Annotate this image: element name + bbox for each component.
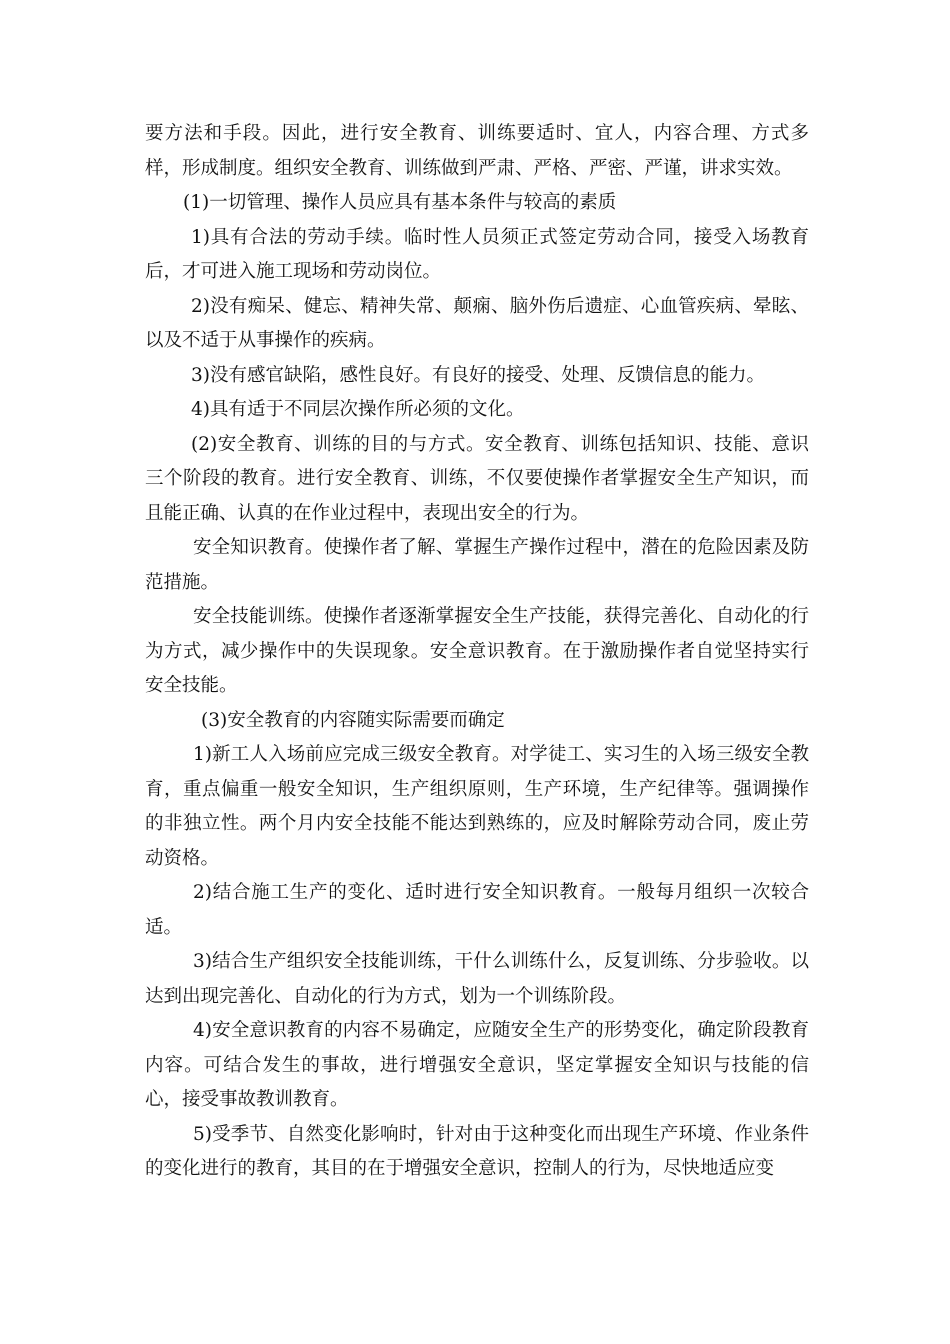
paragraph-item: 3)没有感官缺陷，感性良好。有良好的接受、处理、反馈信息的能力。 (191, 364, 765, 386)
paragraph-item: 3)结合生产组织安全技能训练，干什么训练什么，反复训练、分步验收。以达到出现完善化、自动化的行为方式，划为一个训练阶段。 (145, 951, 809, 1007)
paragraph-heading-1: (1)一切管理、操作人员应具有基本条件与较高的素质 (183, 192, 617, 213)
paragraph-heading-3: (3)安全教育的内容随实际需要而确定 (201, 709, 505, 731)
paragraph-continuation: 要方法和手段。因此，进行安全教育、训练要适时、宜人，内容合理、方式多样，形成制度。组织安全教育、训练做到严肃、严格、严密、严谨，讲求实效。 (145, 123, 809, 179)
paragraph-item: 2)没有痴呆、健忘、精神失常、颠痫、脑外伤后遗症、心血管疾病、晕眩、以及不适于从事操作的疾病。 (145, 295, 809, 351)
paragraph-item: 1)新工人入场前应完成三级安全教育。对学徒工、实习生的入场三级安全教育，重点偏重一般安全知识，生产组织原则，生产环境，生产纪律等。强调操作的非独立性。两个月内安全技能不能达到熟练的，应及时解除劳动合同，废止劳动资格。 (145, 744, 809, 869)
body-text (145, 117, 809, 1187)
paragraph-heading-2: (2)安全教育、训练的目的与方式。安全教育、训练包括知识、技能、意识三个阶段的教育。进行安全教育、训练，不仅要使操作者掌握安全生产知识，而且能正确、认真的在作业过程中，表现出安全的行为。 (145, 433, 809, 524)
paragraph-item: 4)具有适于不同层次操作所必须的文化。 (191, 399, 525, 420)
paragraph-item: 1)具有合法的劳动手续。临时性人员须正式签定劳动合同，接受入场教育后，才可进入施工现场和劳动岗位。 (145, 226, 809, 282)
paragraph-body: 安全技能训练。使操作者逐渐掌握安全生产技能，获得完善化、自动化的行为方式，减少操作中的失误现象。安全意识教育。在于激励操作者自觉坚持实行安全技能。 (145, 606, 809, 696)
paragraph-item: 2)结合施工生产的变化、适时进行安全知识教育。一般每月组织一次较合适。 (145, 882, 809, 938)
paragraph-body: 安全知识教育。使操作者了解、掌握生产操作过程中，潜在的危险因素及防范措施。 (145, 537, 809, 593)
paragraph-item: 4)安全意识教育的内容不易确定，应随安全生产的形势变化，确定阶段教育内容。可结合发生的事故，进行增强安全意识，坚定掌握安全知识与技能的信心，接受事故教训教育。 (145, 1020, 809, 1110)
paragraph-item: 5)受季节、自然变化影响时，针对由于这种变化而出现生产环境、作业条件的变化进行的教育，其目的在于增强安全意识，控制人的行为，尽快地适应变 (145, 1123, 809, 1179)
